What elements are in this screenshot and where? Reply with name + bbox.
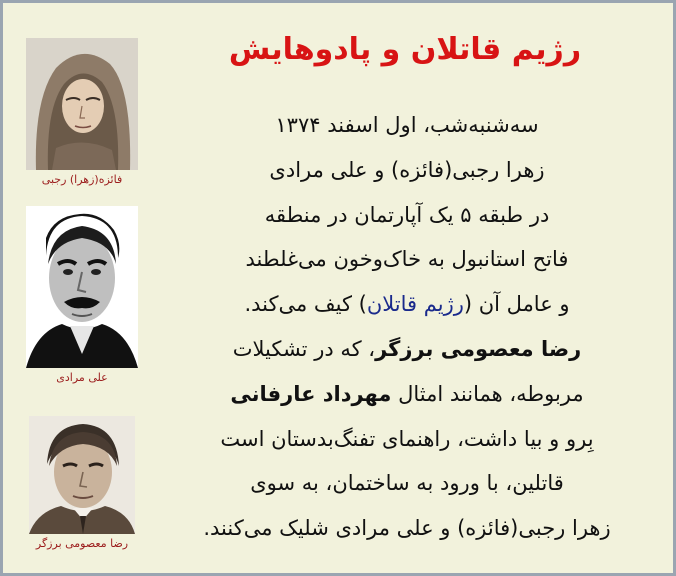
photo-card-3 xyxy=(15,416,149,550)
article-line-5 xyxy=(163,282,651,327)
portrait-man-tie-image xyxy=(29,416,135,534)
article-line-6-rest: ، که در تشکیلات xyxy=(232,336,376,361)
regime-of-killers-link[interactable]: رژیم قاتلان xyxy=(366,292,464,317)
photo-caption-3: رضا معصومی برزگر xyxy=(35,537,129,550)
portrait-woman-image xyxy=(26,38,138,170)
article-line-6 xyxy=(163,327,651,372)
article-line-4: فاتح استانبول به خاک‌وخون می‌غلطند xyxy=(245,247,569,272)
article-line-1: سه‌شنبه‌شب، اول اسفند ۱۳۷۴ xyxy=(275,113,539,137)
reza-masoumi-name: رضا معصومی برزگر xyxy=(375,336,582,361)
article-line-9: قاتلین، با ورود به ساختمان، به سوی xyxy=(250,471,564,496)
article-line-7 xyxy=(163,372,651,417)
photo-ali-moradi xyxy=(26,206,138,368)
page-title: رژیم قاتلان و پادوهایش xyxy=(228,32,582,67)
photo-card-1 xyxy=(15,38,149,186)
article-line-5-post: ) کیف می‌کند. xyxy=(244,292,367,317)
photo-caption-1: فائزه(زهرا) رجبی xyxy=(41,173,123,186)
article-line-8: بِرو و بیا داشت، راهنمای تفنگ‌بدستان است xyxy=(220,426,594,451)
article-line-3: در طبقه ۵ یک آپارتمان در منطقه xyxy=(264,202,550,227)
article-body xyxy=(163,103,651,551)
article-line-5-pre: و عامل آن ( xyxy=(463,292,570,317)
photo-faezeh-rajabi xyxy=(26,38,138,170)
article-line-2: زهرا رجبی(فائزه) و علی مرادی xyxy=(269,157,545,182)
photo-card-2 xyxy=(15,206,149,384)
photo-reza-masoumi xyxy=(29,416,135,534)
article-line-7-pre: مربوطه، همانند امثال xyxy=(391,381,584,406)
article-line-10: زهرا رجبی(فائزه) و علی مرادی شلیک می‌کنند. xyxy=(203,516,611,541)
portrait-man-mustache-image xyxy=(26,206,138,368)
photo-caption-2: علی مرادی xyxy=(56,371,108,384)
mehrdad-arefani-name: مهرداد عارفانی xyxy=(230,381,392,406)
